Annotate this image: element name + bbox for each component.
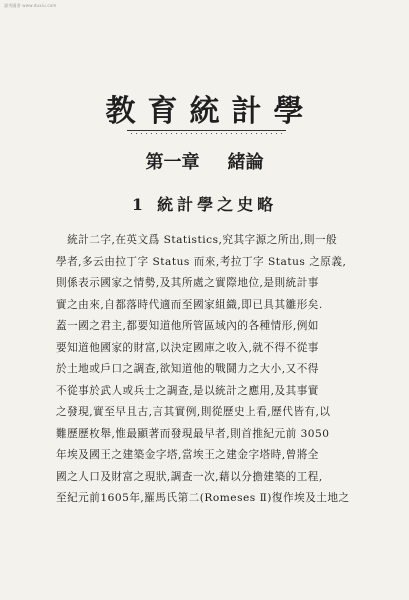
body-line: 蓋一國之君主,都要知道他所管區域內的各種情形,例如	[56, 320, 319, 332]
body-line: 要知道他國家的財富,以決定國庫之收入,就不得不從事	[56, 341, 319, 354]
body-line: 年埃及國王之建築金字塔,當埃王之建金字塔時,曾將全	[56, 449, 319, 461]
body-line: 統計二字,在英文爲 Statistics,究其字源之所出,則一般	[56, 234, 338, 246]
chapter-label: 第一章	[145, 152, 200, 173]
section-heading	[0, 192, 409, 215]
watermark: 讀秀圖書 www.duxiu.com	[4, 3, 57, 8]
body-line: 學者,多云由拉丁字 Status 而來,考拉丁字 Status 之原義,	[56, 255, 347, 268]
body-line: 至紀元前1605年,羅馬氏第二(Romeses Ⅱ)復作埃及土地之	[56, 492, 350, 504]
body-line: 難歷歷枚舉,惟最顯著而發現最早者,則首推紀元前 3050	[56, 427, 330, 440]
decorative-rule	[127, 130, 286, 135]
body-line: 實之由來,自都落時代適而至國家組織,即已具其雛形矣.	[56, 298, 323, 311]
chapter-heading	[0, 148, 409, 174]
body-line: 不從事於武人或兵士之調查,是以統計之應用,及其事實	[56, 384, 319, 397]
body-line: 於土地或戶口之調查,欲知道他的戰鬪力之大小,又不得	[56, 363, 319, 375]
section-title: 統計學之史略	[157, 195, 278, 214]
chapter-title: 緒論	[227, 152, 264, 173]
body-line: 則係表示國家之情勢,及其所處之實際地位,是則統計事	[56, 277, 319, 289]
section-number: 1	[131, 195, 148, 214]
body-line: 之發現,實至早且古,言其實例,則從歷史上看,歷代皆有,以	[56, 406, 331, 418]
body-line: 國之人口及財富之現狀,調查一次,藉以分擔建築的工程,	[56, 470, 323, 483]
book-title: 教育統計學	[105, 94, 316, 129]
body-text	[56, 230, 368, 510]
